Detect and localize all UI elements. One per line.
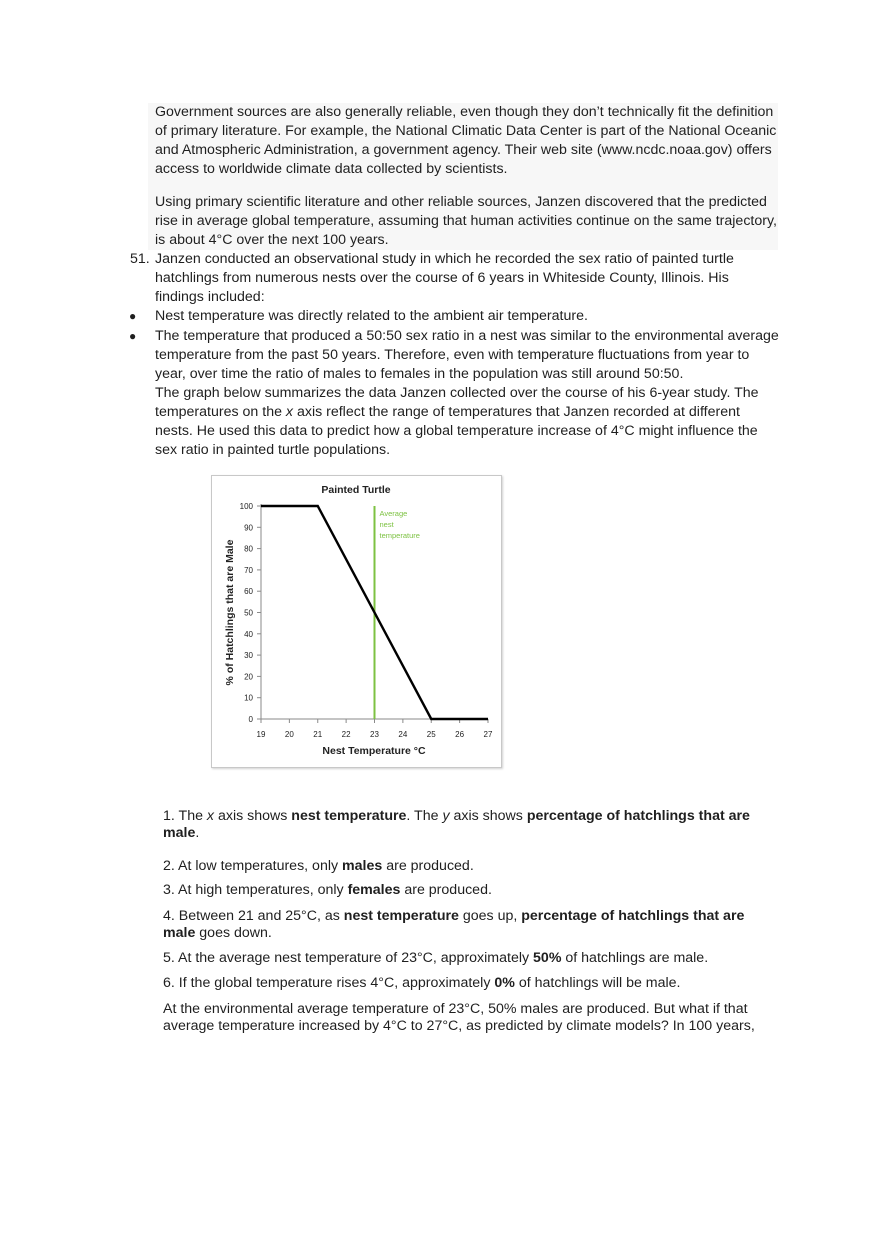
summary-4-text-a: Between 21 and 25°C, as — [174, 908, 344, 924]
summary-closing-paragraph: At the environmental average temperature of 23°C, 50% males are produced. But what if that average temperature increased by 4°C to 27°C, as predicted by climate models? In 100 years, — [163, 1001, 755, 1034]
summary-1-text-d: axis shows — [449, 808, 527, 824]
x-tick-label: 27 — [483, 730, 493, 739]
summary-6-text-a: If the global temperature rises 4°C, approximately — [174, 975, 495, 991]
y-tick-label: 50 — [244, 608, 253, 618]
reference-line-label: temperature — [379, 531, 420, 540]
painted-turtle-chart — [211, 475, 502, 768]
summary-item-4 — [163, 908, 763, 942]
y-tick-label: 10 — [244, 693, 253, 703]
x-tick-label: 23 — [370, 730, 379, 739]
y-tick-label: 80 — [244, 544, 253, 554]
summary-2-number: 2. — [163, 858, 175, 874]
summary-1-italic-y: y — [442, 808, 450, 824]
x-axis-label: Nest Temperature °C — [322, 745, 426, 757]
summary-5-text-a: At the average nest temperature of 23°C, approximately — [174, 950, 534, 966]
item-51-text: Janzen conducted an observational study in which he recorded the sex ratio of painted turtle hatchlings from numerous nests over the course of 6 years in Whiteside County, Illinois. His findings included: — [155, 251, 734, 305]
summary-2-text-b: are produced. — [382, 858, 474, 874]
summary-item-1 — [163, 808, 763, 842]
x-tick-label: 25 — [426, 730, 436, 739]
graph-intro-paragraph — [155, 384, 780, 460]
x-tick-label: 19 — [256, 730, 266, 739]
chart-title: Painted Turtle — [321, 484, 391, 496]
summary-4-number: 4. — [163, 908, 175, 924]
summary-2-bold: males — [342, 858, 383, 874]
x-tick-label: 21 — [313, 730, 323, 739]
y-tick-label: 100 — [239, 502, 253, 511]
summary-1-text-a: The — [174, 808, 207, 824]
reference-line-label: Average — [379, 509, 408, 518]
y-tick-label: 90 — [244, 523, 253, 533]
y-tick-label: 20 — [244, 672, 253, 682]
summary-item-3 — [163, 882, 763, 899]
summary-item-2 — [163, 858, 763, 875]
summary-1-text-b: axis shows — [214, 808, 292, 824]
summary-3-number: 3. — [163, 882, 175, 898]
summary-3-bold: females — [347, 882, 401, 898]
summary-item-5 — [163, 950, 763, 967]
y-tick-label: 40 — [244, 629, 253, 639]
graph-intro-before: The graph below summarizes the data Janzen collected over the course of his 6-year study. The temperatures on the — [155, 385, 759, 420]
summary-3-text-a: At high temperatures, only — [174, 882, 348, 898]
intro-paragraph-2: Using primary scientific literature and other reliable sources, Janzen discovered that the predicted rise in average global temperature, assuming that human activities continue on the same trajectory, is about 4°C over the next 100 years. — [155, 194, 777, 248]
summary-1-text-c: . The — [406, 808, 443, 824]
bullet-text-2: The temperature that produced a 50:50 sex ratio in a nest was similar to the environmental average temperature from the past 50 years. Therefore, even with temperature fluctuations from year to year, over time the ratio of males to females in the population was still around 50:50. — [155, 328, 779, 382]
bullet-marker-1: ● — [129, 309, 137, 323]
summary-1-number: 1. — [163, 808, 175, 824]
intro-paragraph-1: Government sources are also generally reliable, even though they don’t technically fit the definition of primary literature. For example, the National Climatic Data Center is part of the National Oceanic and Atmospheric Administration, a government agency. Their web site (www.ncdc.noaa.gov) offers access to worldwide climate data collected by scientists. — [155, 104, 777, 177]
chart-svg — [212, 476, 501, 767]
summary-6-number: 6. — [163, 975, 175, 991]
reference-line-label: nest — [379, 520, 394, 529]
summary-3-text-b: are produced. — [400, 882, 492, 898]
summary-1-bold-b: percentage of hatchlings that are male — [163, 808, 750, 841]
summary-4-text-b: goes up, — [458, 908, 522, 924]
summary-6-text-b: of hatchlings will be male. — [514, 975, 681, 991]
summary-5-text-b: of hatchlings are male. — [561, 950, 709, 966]
summary-4-bold-b: percentage of hatchlings that are male — [163, 908, 745, 941]
y-tick-label: 70 — [244, 565, 253, 575]
y-tick-label: 0 — [248, 715, 253, 724]
bullet-text-1: Nest temperature was directly related to the ambient air temperature. — [155, 308, 588, 324]
summary-1-bold-a: nest temperature — [291, 808, 407, 824]
summary-1-italic-x: x — [206, 808, 215, 824]
x-tick-label: 20 — [284, 730, 294, 739]
x-tick-label: 26 — [455, 730, 465, 739]
summary-item-6 — [163, 975, 763, 992]
y-axis-label: % of Hatchlings that are Male — [224, 539, 236, 686]
summary-1-text-e: . — [195, 825, 200, 841]
y-tick-label: 30 — [244, 651, 253, 661]
summary-6-bold: 0% — [494, 975, 515, 991]
x-tick-label: 22 — [341, 730, 351, 739]
y-tick-label: 60 — [244, 587, 253, 597]
graph-intro-italic-x: x — [285, 404, 294, 420]
summary-5-number: 5. — [163, 950, 175, 966]
summary-4-text-c: goes down. — [195, 925, 272, 941]
summary-2-text-a: At low temperatures, only — [174, 858, 343, 874]
bullet-marker-2: ● — [129, 329, 137, 343]
x-tick-label: 24 — [398, 730, 408, 739]
item-number-51: 51. — [130, 251, 150, 267]
summary-4-bold-a: nest temperature — [343, 908, 459, 924]
summary-5-bold: 50% — [533, 950, 562, 966]
graph-intro-after: axis reflect the range of temperatures that Janzen recorded at different nests. He used this data to predict how a global temperature increase of 4°C might influence the sex ratio in painted turtle populations. — [155, 404, 758, 458]
